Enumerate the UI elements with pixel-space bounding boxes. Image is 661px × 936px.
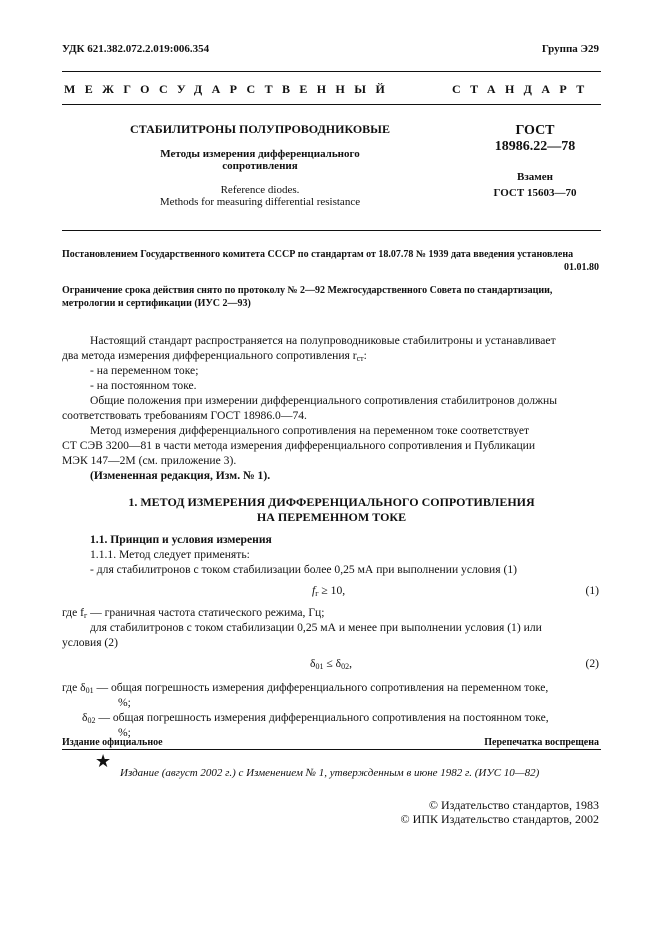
replaces-value: ГОСТ 15603—70	[493, 187, 577, 199]
section1-heading-line1: 1. МЕТОД ИЗМЕРЕНИЯ ДИФФЕРЕНЦИАЛЬНОГО СОПРОТИВЛЕНИЯ	[128, 495, 535, 509]
copyright-1983: © Издательство стандартов, 1983	[428, 798, 599, 812]
copyright-2002: © ИПК Издательство стандартов, 2002	[400, 812, 599, 826]
replaces-label: Взамен	[517, 171, 553, 183]
clause-111: 1.1.1. Метод следует применять:	[90, 548, 250, 561]
amendment-note: (Измененная редакция, Изм. № 1).	[90, 469, 271, 482]
intro-p3-line2: СТ СЭВ 3200—81 в части метода измерения дифференциального сопротивления и Публикации	[62, 439, 536, 452]
formula-1: $f_г \ge 10$,	[312, 584, 346, 598]
where-delta02: $\delta_{02}$ — общая погрешность измерения дифференциального сопротивления на постоянном токе,	[82, 711, 549, 725]
section1-heading-line2: НА ПЕРЕМЕННОМ ТОКЕ	[256, 510, 407, 524]
formula-2: $\delta_{01} \le \delta_{02}$,	[310, 657, 352, 671]
subtitle-line2: сопротивления	[222, 160, 298, 172]
subtitle-line1: Методы измерения дифференциального	[160, 148, 360, 160]
banner-rule	[62, 104, 601, 105]
intro-p1-line1: Настоящий стандарт распространяется на полупроводниковые стабилитроны и устанавливает	[90, 334, 556, 347]
intro-item-dc: - на постоянном токе.	[90, 379, 197, 392]
title-rule	[62, 230, 601, 231]
udk-code: УДК 621.382.072.2.019:006.354	[62, 43, 210, 55]
english-title-line1: Reference diodes.	[220, 184, 300, 196]
gost-label: ГОСТ	[515, 123, 555, 138]
where-delta01: где $\delta_{01}$ — общая погрешность измерения дифференциального сопротивления на переменном токе,	[62, 681, 549, 695]
subsection-heading: 1.1. Принцип и условия измерения	[90, 533, 272, 546]
footer-rule	[62, 749, 601, 750]
reprint-prohibited: Перепечатка воспрещена	[484, 737, 599, 748]
english-title-line2: Methods for measuring differential resistance	[159, 196, 361, 208]
intro-p3-line3: МЭК 147—2М (см. приложение 3).	[62, 454, 237, 467]
limitation-line1: Ограничение срока действия снято по протоколу № 2—92 Межгосударственного Совета по стандартизации,	[62, 285, 553, 296]
banner-standard: СТАНДАРТ	[452, 82, 594, 96]
intro-p2-line1: Общие положения при измерении дифференциального сопротивления стабилитронов должны	[90, 394, 557, 407]
gost-number: 18986.22—78	[494, 139, 576, 154]
star-icon: ★	[95, 751, 112, 771]
condition-1-text: - для стабилитронов с током стабилизации более 0,25 мА при выполнении условия (1)	[90, 563, 518, 576]
decree-text: Постановлением Государственного комитета СССР по стандартам от 18.07.78 № 1939 дата введения установлена	[62, 249, 574, 260]
official-edition: Издание официальное	[62, 737, 163, 748]
where-delta02-unit: %;	[118, 726, 131, 739]
where-fg: где $f_г$ — граничная частота статического режима, Гц;	[62, 606, 325, 620]
decree-date: 01.01.80	[564, 262, 599, 273]
limitation-line2: метрологии и сертификации (ИУС 2—93)	[62, 298, 251, 309]
formula-2-number: (2)	[585, 657, 599, 670]
intro-p2-line2: соответствовать требованиям ГОСТ 18986.0—74.	[62, 409, 307, 422]
where-delta01-unit: %;	[118, 696, 131, 709]
intro-item-ac: - на переменном токе;	[90, 364, 199, 377]
standard-title: СТАБИЛИТРОНЫ ПОЛУПРОВОДНИКОВЫЕ	[130, 122, 390, 136]
formula-1-number: (1)	[585, 584, 599, 597]
condition-2-line1: для стабилитронов с током стабилизации 0,25 мА и менее при выполнении условия (1) или	[90, 621, 542, 634]
intro-p1-line2: два метода измерения дифференциального сопротивления $r_{ст}$:	[62, 349, 367, 363]
banner-interstate: МЕЖГОСУДАРСТВЕННЫЙ	[64, 82, 395, 96]
group-code: Группа Э29	[541, 43, 599, 55]
top-rule	[62, 71, 601, 72]
intro-p3-line1: Метод измерения дифференциального сопротивления на переменном токе соответствует	[90, 424, 530, 437]
condition-2-line2: условия (2)	[62, 636, 118, 649]
edition-note: Издание (август 2002 г.) с Изменением № 1, утвержденным в июне 1982 г. (ИУС 10—82)	[120, 767, 540, 779]
